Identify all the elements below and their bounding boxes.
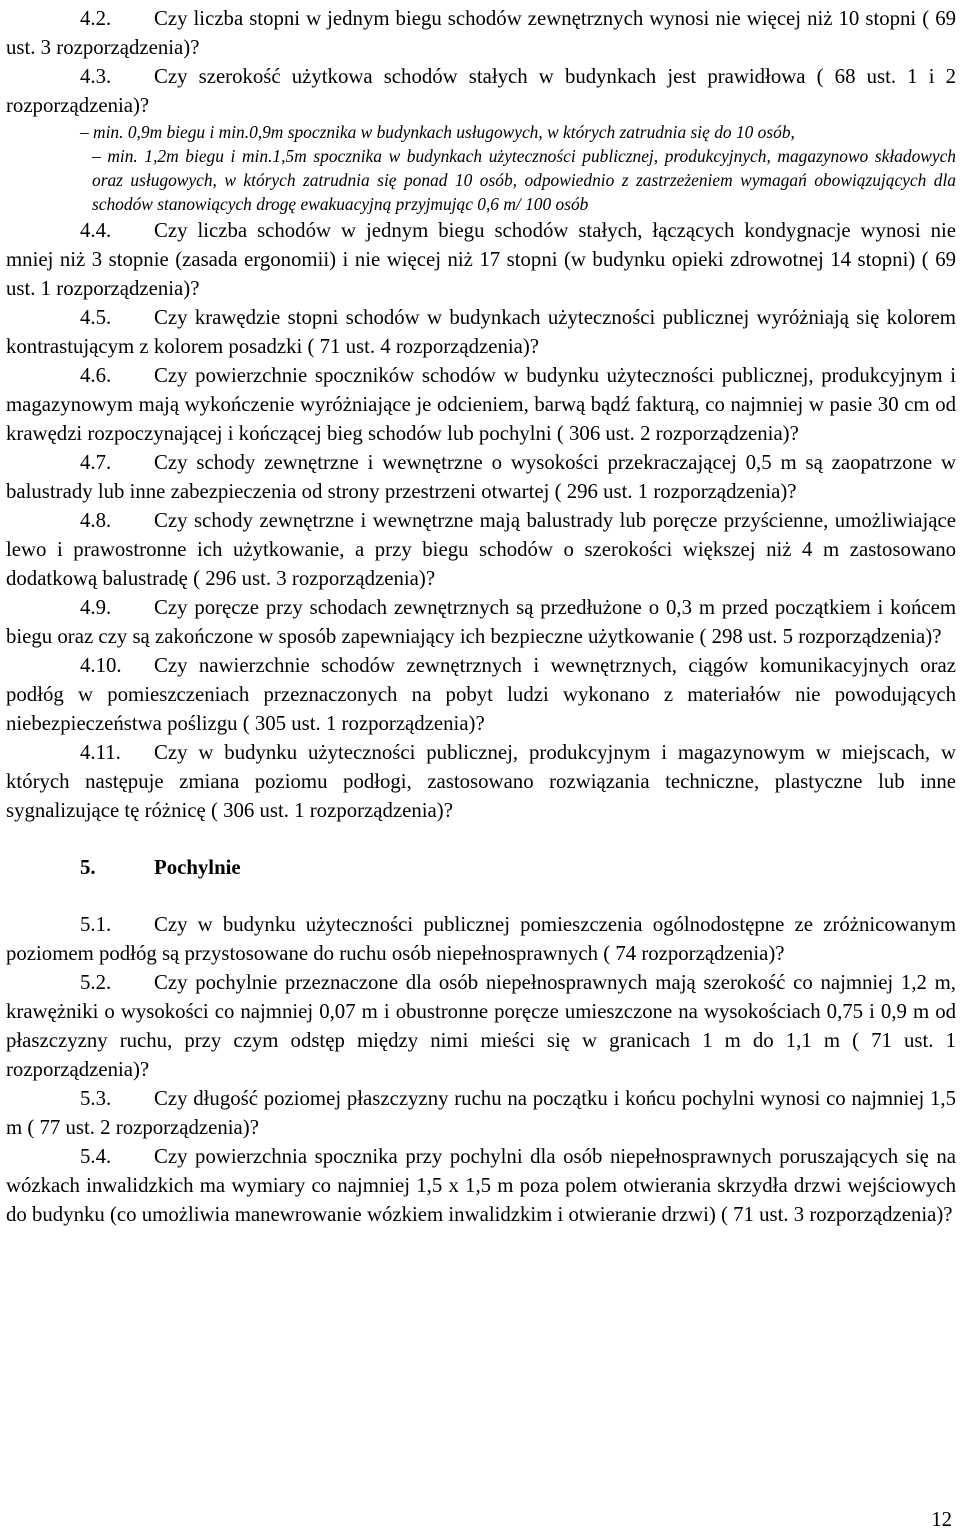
item-text: Czy liczba schodów w jednym biegu schodów stałych, łączących kondygnacje wynosi nie mniej niż 3 stopnie (zasada ergonomii) i nie więcej niż 17 stopni (w budynku opieki zdrowotnej 14 stopni) ( 69 ust. 1 rozporządzenia)? — [6, 219, 956, 300]
item-5-3 — [6, 1084, 956, 1142]
item-number: 4.5. — [80, 306, 112, 329]
item-text: Czy pochylnie przeznaczone dla osób niepełnosprawnych mają szerokość co najmniej 1,2 m, krawężniki o wysokości co najmniej 0,07 m i obustronne poręcze umieszczone na wysokościach 0,75 i 0,9 m od płaszczyzny ruchu, przy czym odstęp między nimi mieści się w granicach 1 m do 1,1 m ( 71 ust. 1 rozporządzenia)? — [6, 971, 956, 1081]
section-number: 5. — [80, 856, 96, 879]
item-text: Czy nawierzchnie schodów zewnętrznych i wewnętrznych, ciągów komunikacyjnych oraz podłóg w pomieszczeniach przeznaczonych na pobyt ludzi wykonano z materiałów nie powodujących niebezpieczeństwa poślizgu ( 305 ust. 1 rozporządzenia)? — [6, 654, 956, 735]
item-4-2 — [6, 4, 956, 62]
item-number: 4.4. — [80, 219, 112, 242]
item-number: 5.3. — [80, 1087, 112, 1110]
document-page — [6, 4, 956, 1229]
item-text: Czy krawędzie stopni schodów w budynkach użyteczności publicznej wyróżniają się kolorem kontrastującym z kolorem posadzki ( 71 ust. 4 rozporządzenia)? — [6, 306, 956, 358]
item-number: 4.11. — [80, 741, 121, 764]
item-number: 4.2. — [80, 7, 112, 30]
item-number: 5.4. — [80, 1145, 112, 1168]
note-min-0-9: – min. 0,9m biegu i min.0,9m spocznika w budynkach usługowych, w których zatrudnia się do 10 osób, — [80, 122, 795, 142]
item-4-3 — [6, 62, 956, 120]
item-4-8 — [6, 506, 956, 593]
item-number: 5.2. — [80, 971, 112, 994]
note-min-1-2: – min. 1,2m biegu i min.1,5m spocznika w budynkach użyteczności publicznej, produkcyjnych, magazynowo składowych oraz usługowych, w których zatrudnia się ponad 10 osób, odpowiednio z zastrzeżeniem wymagań obowiązujących dla schodów stanowiących drogę ewakuacyjną przyjmując 0,6 m/ 100 osób — [92, 146, 956, 214]
item-4-9 — [6, 593, 956, 651]
item-4-4 — [6, 216, 956, 303]
item-text: Czy powierzchnia spocznika przy pochylni dla osób niepełnosprawnych poruszających się na wózkach inwalidzkich ma wymiary co najmniej 1,5 x 1,5 m poza polem otwierania skrzydła drzwi wejściowych do budynku (co umożliwia manewrowanie wózkiem inwalidzkim i otwieranie drzwi) ( 71 ust. 3 rozporządzenia)? — [6, 1145, 956, 1226]
item-text: Czy w budynku użyteczności publicznej pomieszczenia ogólnodostępne ze zróżnicowanym poziomem podłóg są przystosowane do ruchu osób niepełnosprawnych ( 74 rozporządzenia)? — [6, 913, 956, 965]
page-number: 12 — [931, 1508, 952, 1531]
section-heading — [6, 853, 956, 882]
item-5-4 — [6, 1142, 956, 1229]
item-text: Czy poręcze przy schodach zewnętrznych są przedłużone o 0,3 m przed początkiem i końcem biegu oraz czy są zakończone w sposób zapewniający ich bezpieczne użytkowanie ( 298 ust. 5 rozporządzenia)? — [6, 596, 956, 648]
item-number: 5.1. — [80, 913, 112, 936]
item-text: Czy długość poziomej płaszczyzny ruchu na początku i końcu pochylni wynosi co najmniej 1,5 m ( 77 ust. 2 rozporządzenia)? — [6, 1087, 956, 1139]
item-text: Czy w budynku użyteczności publicznej, produkcyjnym i magazynowym w miejscach, w których następuje zmiana poziomu podłogi, zastosowano rozwiązania techniczne, plastyczne lub inne sygnalizujące tę różnicę ( 306 ust. 1 rozporządzenia)? — [6, 741, 956, 822]
item-number: 4.10. — [80, 654, 122, 677]
item-text: Czy liczba stopni w jednym biegu schodów zewnętrznych wynosi nie więcej niż 10 stopni ( 69 ust. 3 rozporządzenia)? — [6, 7, 956, 59]
item-number: 4.8. — [80, 509, 112, 532]
item-5-1 — [6, 910, 956, 968]
item-number: 4.7. — [80, 451, 112, 474]
item-number: 4.3. — [80, 65, 112, 88]
item-4-11 — [6, 738, 956, 825]
item-4-5 — [6, 303, 956, 361]
item-text: Czy schody zewnętrzne i wewnętrzne mają balustrady lub poręcze przyścienne, umożliwiające lewo i prawostronne ich użytkowanie, a przy biegu schodów o szerokości większej niż 4 m zastosowano dodatkową balustradę ( 296 ust. 3 rozporządzenia)? — [6, 509, 956, 590]
item-4-6 — [6, 361, 956, 448]
item-text: Czy powierzchnie spoczników schodów w budynku użyteczności publicznej, produkcyjnym i magazynowym mają wykończenie wyróżniające je odcieniem, barwą bądź fakturą, co najmniej w pasie 30 cm od krawędzi rozpoczynającej i kończącej bieg schodów lub pochylni ( 306 ust. 2 rozporządzenia)? — [6, 364, 956, 445]
item-5-2 — [6, 968, 956, 1084]
section-title: Pochylnie — [154, 856, 241, 879]
item-number: 4.6. — [80, 364, 112, 387]
item-text: Czy szerokość użytkowa schodów stałych w budynkach jest prawidłowa ( 68 ust. 1 i 2 rozporządzenia)? — [6, 65, 956, 117]
item-4-7 — [6, 448, 956, 506]
item-text: Czy schody zewnętrzne i wewnętrzne o wysokości przekraczającej 0,5 m są zaopatrzone w balustrady lub inne zabezpieczenia od strony przestrzeni otwartej ( 296 ust. 1 rozporządzenia)? — [6, 451, 956, 503]
item-number: 4.9. — [80, 596, 112, 619]
item-4-10 — [6, 651, 956, 738]
